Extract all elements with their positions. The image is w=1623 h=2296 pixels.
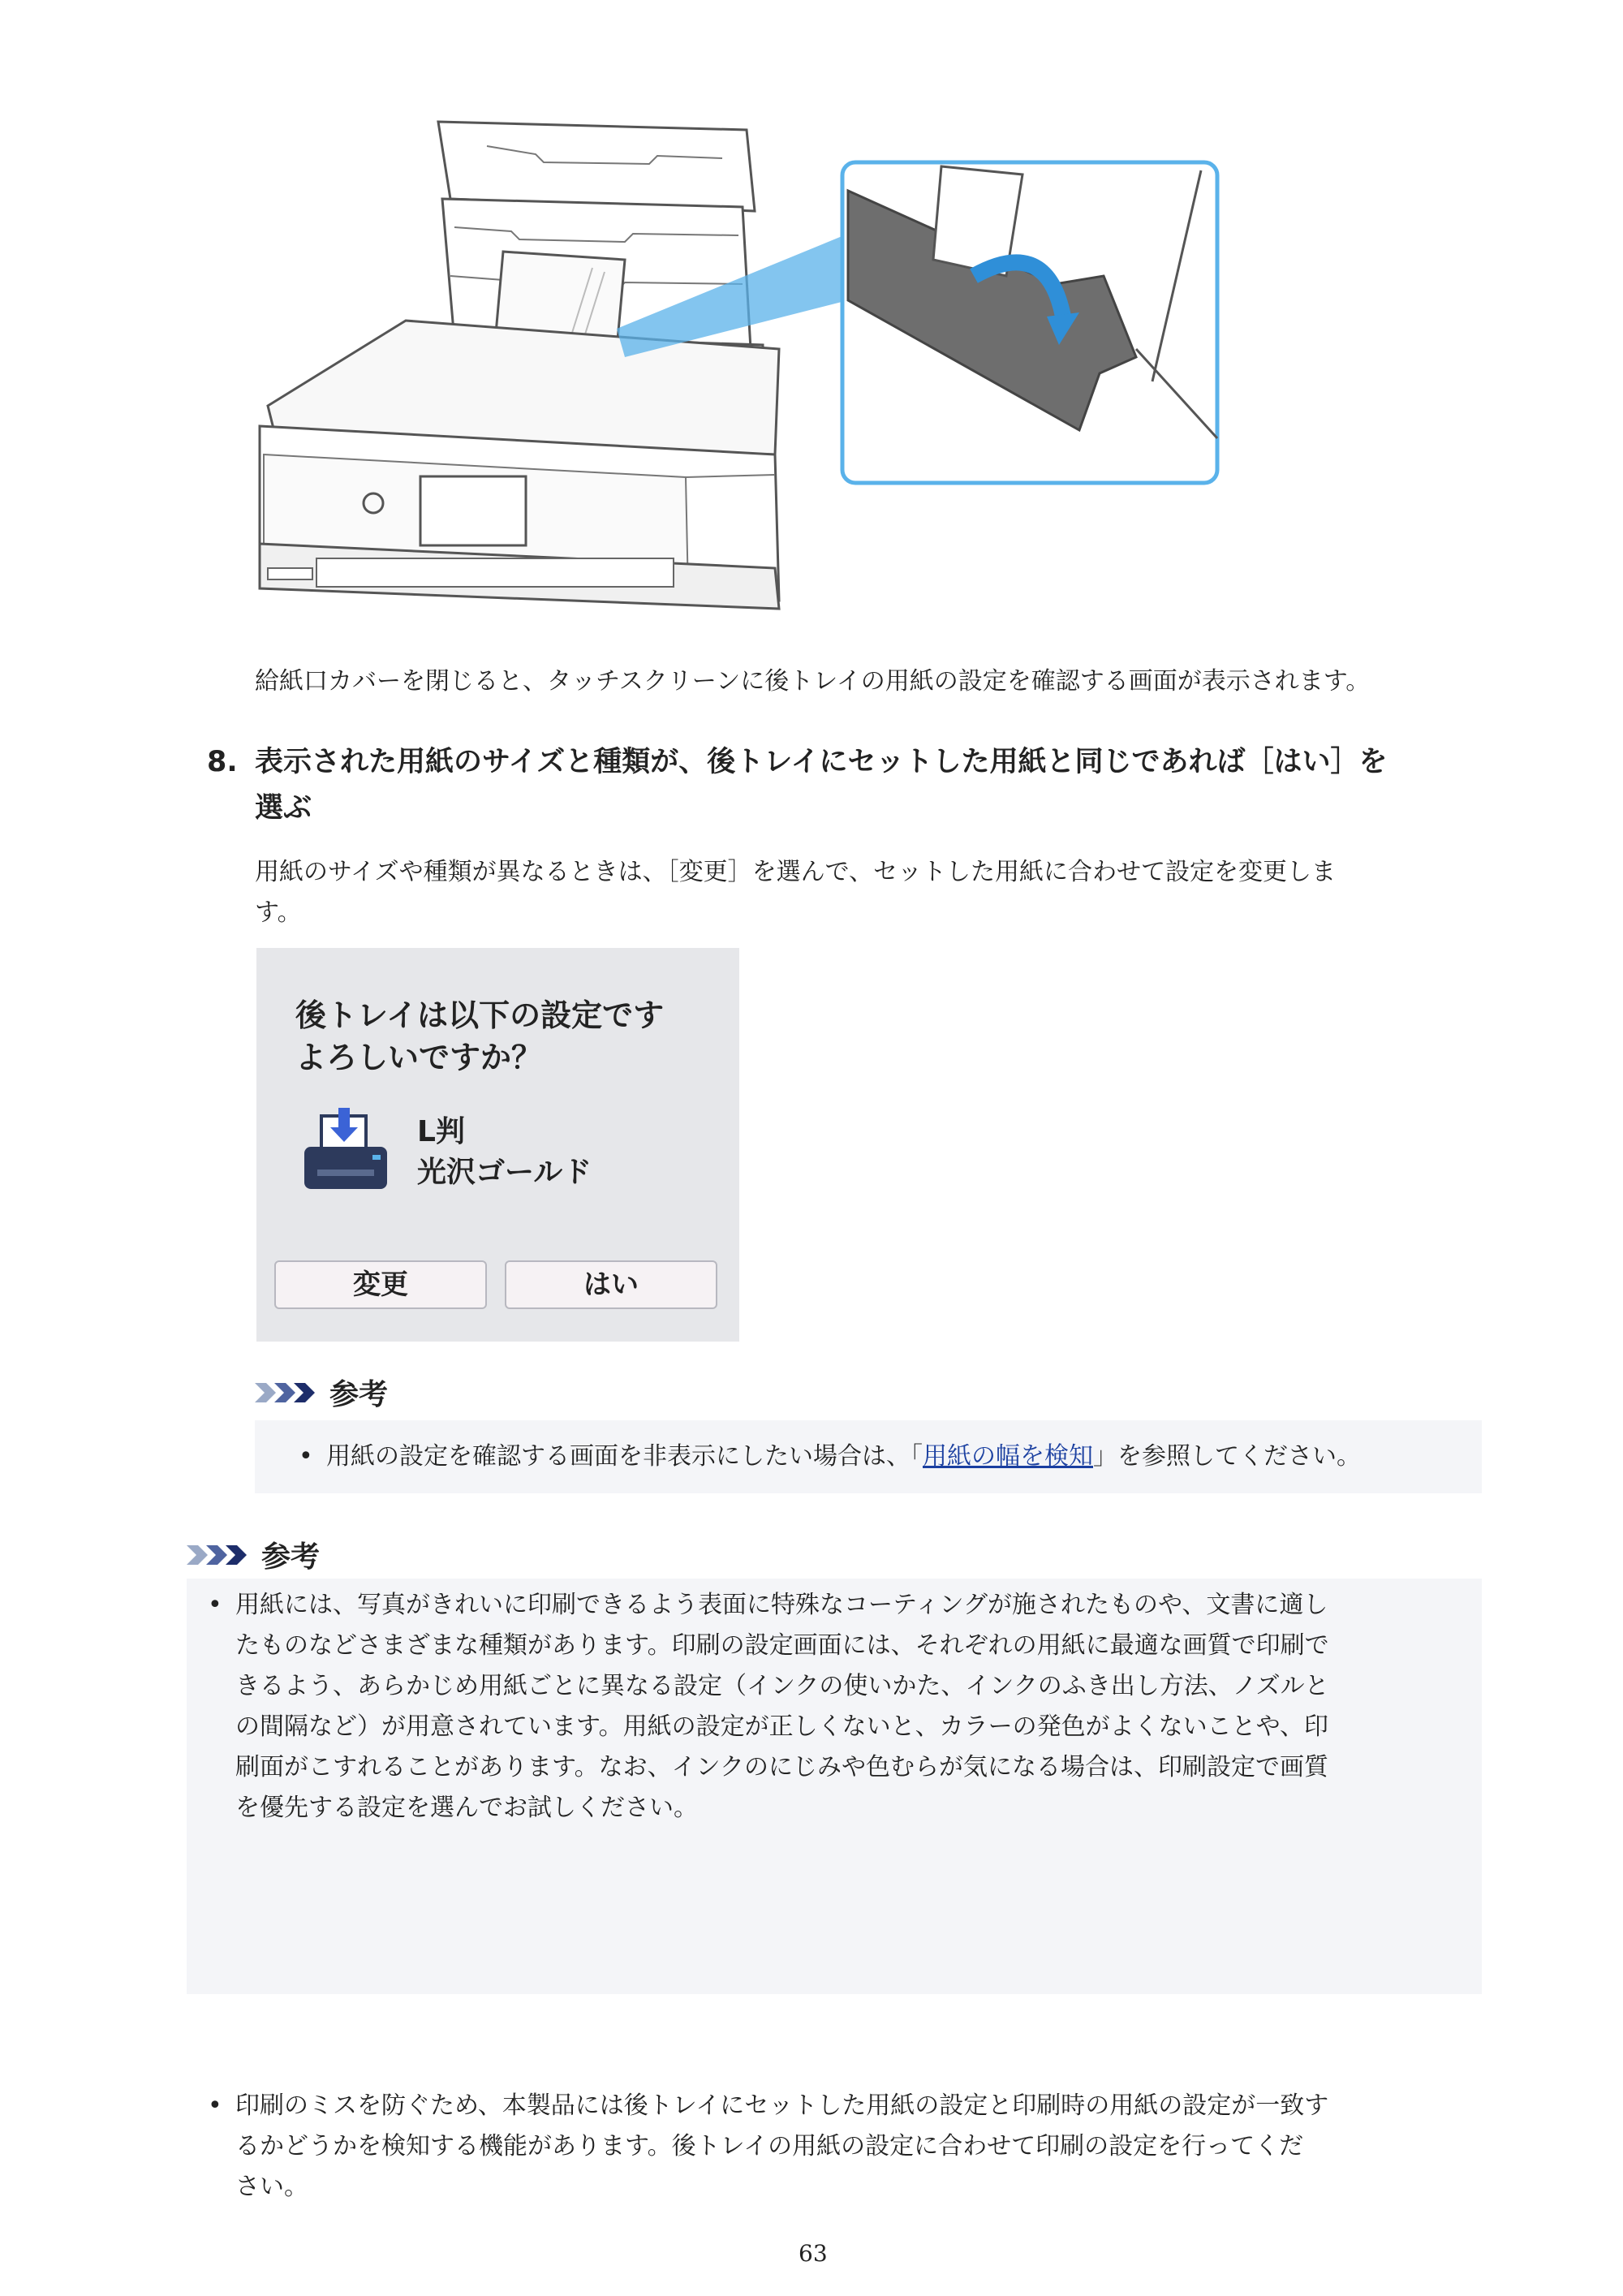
page-number: 63 [799,2240,828,2267]
note1-heading-text: 参考 [329,1378,389,1411]
note1-text-before: 用紙の設定を確認する画面を非表示にしたい場合は、「 [326,1442,923,1471]
dialog-message-line2: よろしいですか？ [295,1040,543,1075]
paper-size-label: L判 [417,1115,465,1148]
step-desc-line1: 用紙のサイズや種類が異なるときは、［変更］を選んで、セットした用紙に合わせて設定を変更しま [255,858,1336,886]
step-title-line2: 選ぶ [255,792,312,825]
printer-illustration [243,114,1233,633]
touchscreen-dialog [256,948,739,1342]
chevron-arrows-icon [187,1543,252,1567]
media-type-label: 光沢ゴールド [417,1156,592,1189]
note2-item1-line3: きるよう、あらかじめ用紙ごとに異なる設定（インクの使いかた、インクのふき出し方法、ノズルと [235,1672,1329,1700]
note2-item1-line4: の間隔など）が用意されています。用紙の設定が正しくないと、カラーの発色がよくないことや、印 [235,1712,1328,1741]
note2-item-2 [204,2086,1501,2208]
note2-item-1 [204,1585,1501,1829]
note2-item1-line5: 刷面がこすれることがあります。なお、インクのにじみや色むらが気になる場合は、印刷設定で画質 [235,1753,1328,1781]
intro-text: 給紙口カバーを閉じると、タッチスクリーンに後トレイの用紙の設定を確認する画面が表示されます。 [255,667,1371,696]
yes-button[interactable]: はい [505,1260,717,1309]
note1-text-after: 」を参照してください。 [1093,1442,1361,1471]
note2-item1-line1: • 用紙には、写真がきれいに印刷できるよう表面に特殊なコーティングが施されたものや、文書に適し [235,1591,1328,1619]
note2-heading-text: 参考 [261,1540,321,1574]
step-number: 8. [207,746,238,778]
note2-item2-line1: • 印刷のミスを防ぐため、本製品には後トレイにセットした用紙の設定と印刷時の用紙の設定が一致す [235,2091,1329,2120]
paper-width-detect-link[interactable]: 用紙の幅を検知 [923,1442,1093,1471]
note2-heading [187,1534,320,1575]
note1-box [255,1420,1482,1493]
note2-item1-line2: たものなどさまざまな種類があります。印刷の設定画面には、それぞれの用紙に最適な画質で印刷で [235,1631,1329,1660]
note1-item [295,1437,1495,1477]
note2-item2-line2: るかどうかを検知する機能があります。後トレイの用紙の設定に合わせて印刷の設定を行ってくだ [235,2132,1304,2160]
dialog-message-line1: 後トレイは以下の設定です [295,997,665,1033]
printer-tray-icon [301,1106,390,1195]
step-title-line1: 表示された用紙のサイズと種類が、後トレイにセットした用紙と同じであれば［はい］を [255,746,1388,778]
note2-item1-line6: を優先する設定を選んでお試しください。 [235,1794,698,1822]
note1-heading [255,1372,388,1413]
change-button[interactable]: 変更 [274,1260,487,1309]
step-desc-line2: す。 [255,898,302,927]
note2-box [187,1579,1482,2201]
note2-item2-line3: さい。 [235,2173,308,2201]
chevron-arrows-icon [255,1381,320,1405]
